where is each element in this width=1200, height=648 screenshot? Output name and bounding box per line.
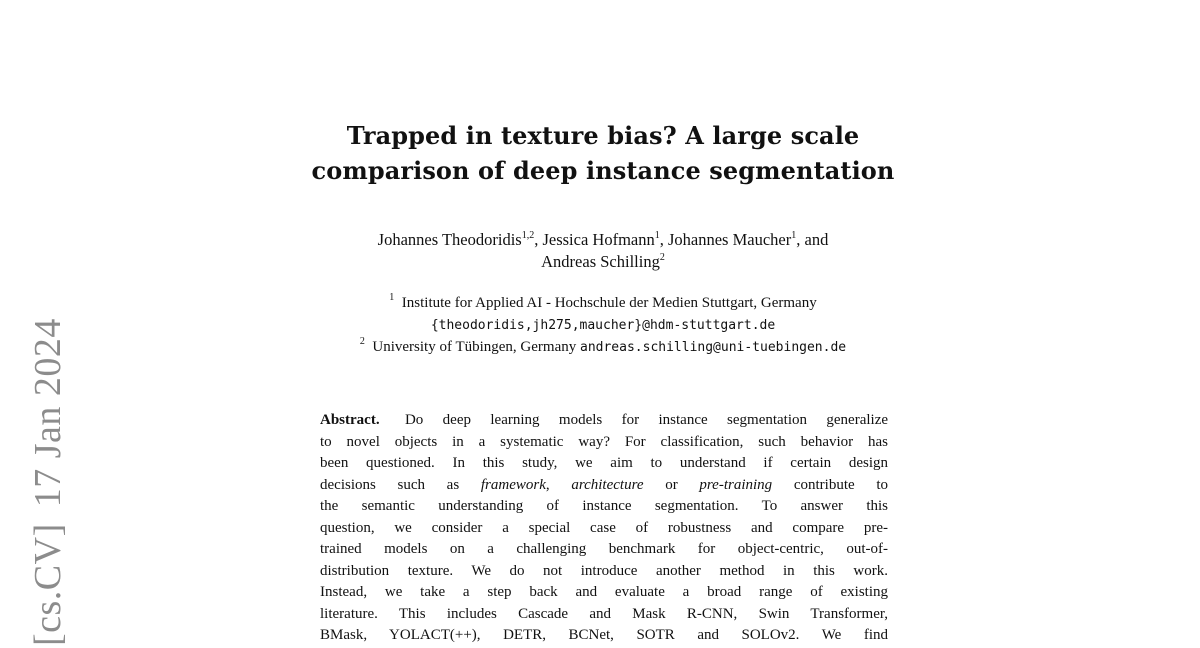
abstract-line: BMask, YOLACT(++), DETR, BCNet, SOTR and SOLOv2. We find [320,627,888,643]
affiliation-number: 1 [389,292,395,303]
abstract-line: been questioned. In this study, we aim to understand if certain design [320,455,888,471]
affiliation-1-email-line [300,315,906,336]
abstract [320,410,888,647]
author-affiliation-mark: 1 [654,230,660,241]
author-affiliation-mark: 1,2 [521,230,535,241]
affiliation-text: Institute for Applied AI - Hochschule der Medien Stuttgart, Germany [401,295,817,311]
affiliation-number: 2 [359,336,365,347]
author-name: Johannes Theodoridis [377,230,522,249]
abstract-line: trained models on a challenging benchmark for object-centric, out-of- [320,541,888,557]
author-affiliation-mark: 2 [659,252,665,263]
abstract-line: question, we consider a special case of robustness and compare pre- [320,519,888,536]
abstract-line: distribution texture. We do not introduce another method in this work. [320,562,888,579]
affiliation-1 [300,293,906,314]
affiliation-email: andreas.schilling@uni-tuebingen.de [580,340,847,355]
author-name: Johannes Maucher [667,230,792,249]
arxiv-stamp [24,302,72,646]
arxiv-category: [cs.CV] [27,523,69,646]
abstract-line: the semantic understanding of instance segmentation. To answer this [320,498,888,514]
abstract-line: to novel objects in a systematic way? For classification, such behavior has [320,433,888,450]
abstract-line: decisions such as framework, architecture or pre-training contribute to [320,476,889,493]
paper-title [300,118,906,188]
author-name: Andreas Schilling [541,252,660,271]
abstract-line: Instead, we take a step back and evaluate a broad range of existing [320,584,888,600]
affiliation-email: {theodoridis,jh275,maucher}@hdm-stuttgart.de [430,318,776,333]
affiliation-text: University of Tübingen, Germany [372,339,577,355]
affiliation-2 [300,337,906,358]
author-list: Johannes Theodoridis$^{1,2}$, Jessica Hofmann$^1$, Johannes Maucher$^1$, and Andreas Schilling$^2$ [377,230,829,271]
author-name: Jessica Hofmann [542,230,655,249]
abstract-label: Abstract. [320,412,380,428]
author-conjunction: and [804,230,829,249]
author-affiliation-mark: 1 [791,230,797,241]
title-line-1: Trapped in texture bias? A large scale [346,121,860,150]
title-line-2: comparison of deep instance segmentation [311,156,895,185]
abstract-line: literature. This includes Cascade and Mask R-CNN, Swin Transformer, [320,605,888,622]
abstract-line: Abstract. Do deep learning models for instance segmentation generalize [320,412,889,428]
arxiv-date: 17 Jan 2024 [27,318,69,508]
